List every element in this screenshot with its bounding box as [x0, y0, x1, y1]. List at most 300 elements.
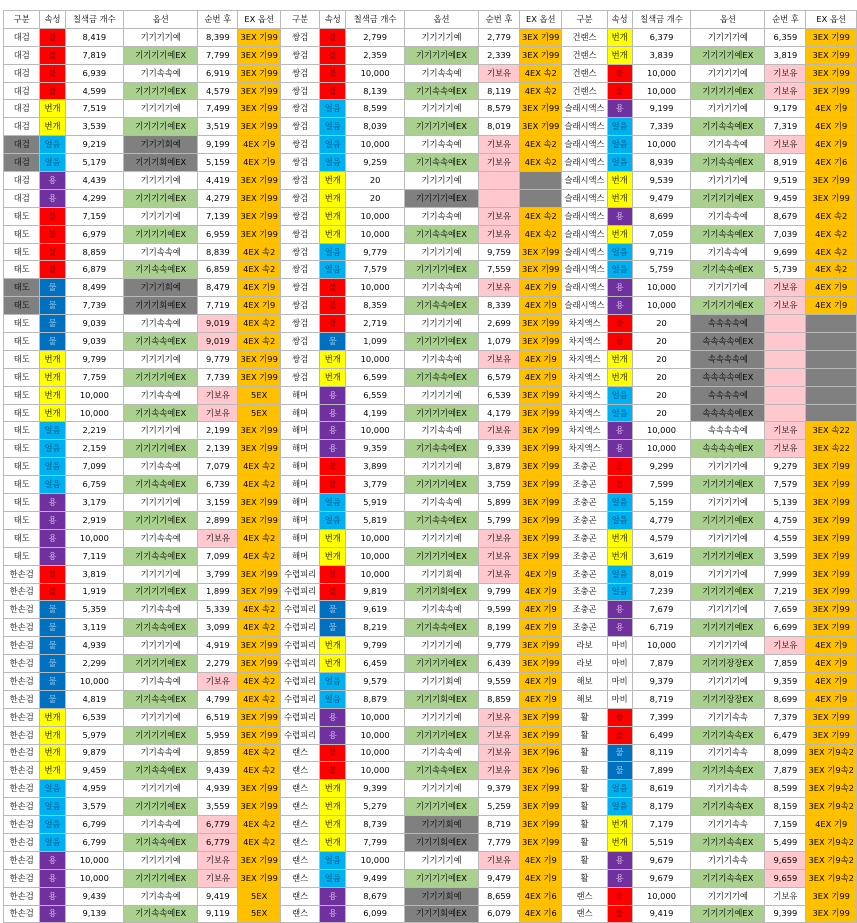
- after-order-cell: 6,699: [765, 619, 806, 637]
- attribute-cell: 번개: [320, 172, 346, 190]
- stone-count: 9,399: [346, 780, 405, 798]
- option-cell: 속속속속예: [691, 422, 765, 440]
- option-cell: 기기기기예EX: [404, 46, 478, 64]
- attribute-cell: 물: [320, 619, 346, 637]
- stone-count: 5,179: [65, 154, 124, 172]
- option-cell: 기기기회예EX: [124, 297, 198, 315]
- ex-option-cell: 3EX 기99: [238, 637, 280, 655]
- stone-count: 20: [632, 368, 691, 386]
- after-order-cell: 7,879: [765, 762, 806, 780]
- option-cell: 기기속속예: [404, 350, 478, 368]
- table-row: [4, 315, 857, 333]
- stone-count: 9,579: [346, 672, 405, 690]
- ex-option-cell: 4EX 속2: [520, 64, 562, 82]
- attribute-cell: 불: [40, 583, 65, 601]
- weapon-category: 쌍검: [280, 154, 319, 172]
- stone-count: 4,819: [65, 690, 124, 708]
- ex-option-cell: 3EX 기99: [520, 798, 562, 816]
- weapon-category: 수렵피리: [280, 672, 319, 690]
- option-cell: 기기속속예: [404, 64, 478, 82]
- attribute-cell: 번개: [40, 100, 65, 118]
- header-stone-count: 칠색금 개수: [632, 11, 691, 29]
- after-order-cell: 9,799: [479, 583, 520, 601]
- stone-count: 20: [346, 172, 405, 190]
- stone-count: 9,479: [632, 189, 691, 207]
- attribute-cell: 불: [40, 261, 65, 279]
- option-cell: 기기속속예: [404, 601, 478, 619]
- attribute-cell: 번개: [320, 547, 346, 565]
- stone-count: 10,000: [632, 440, 691, 458]
- option-cell: 기기속속예: [124, 315, 198, 333]
- stone-count: 5,159: [632, 494, 691, 512]
- weapon-category: 태도: [4, 547, 40, 565]
- weapon-category: 대검: [4, 82, 40, 100]
- option-cell: 기기기기예EX: [124, 726, 198, 744]
- ex-option-cell: 3EX 기99: [238, 565, 280, 583]
- weapon-category: 한손검: [4, 655, 40, 673]
- attribute-cell: 번개: [607, 816, 632, 834]
- ex-option-cell: 3EX 기99: [520, 386, 562, 404]
- ex-option-cell: 3EX 기99: [238, 726, 280, 744]
- after-order-cell: 6,579: [479, 368, 520, 386]
- stone-count: 9,359: [346, 440, 405, 458]
- option-cell: 기기기기예EX: [124, 46, 198, 64]
- stone-count: 8,679: [346, 887, 405, 905]
- weapon-category: 해머: [280, 494, 319, 512]
- ex-option-cell: 4EX 속2: [238, 261, 280, 279]
- stone-count: 9,459: [65, 762, 124, 780]
- weapon-category: 쌍검: [280, 207, 319, 225]
- ex-option-cell: 3EX 기99: [806, 458, 857, 476]
- ex-option-cell: 3EX 기99: [238, 440, 280, 458]
- after-order-cell: 8,159: [765, 798, 806, 816]
- weapon-category: 조충곤: [562, 601, 607, 619]
- after-order-cell: 8,019: [479, 118, 520, 136]
- ex-option-cell: 3EX 기99: [520, 637, 562, 655]
- weapon-category: 활: [562, 869, 607, 887]
- ex-option-cell: 4EX 기9: [520, 619, 562, 637]
- ex-option-cell: 4EX 기9: [238, 297, 280, 315]
- weapon-category: 태도: [4, 297, 40, 315]
- weapon-category: 활: [562, 851, 607, 869]
- option-cell: 기기기기예EX: [691, 46, 765, 64]
- after-order-cell: 4,419: [198, 172, 238, 190]
- attribute-cell: 마비: [607, 655, 632, 673]
- stone-count: 10,000: [65, 404, 124, 422]
- stone-count: 10,000: [346, 225, 405, 243]
- attribute-cell: 번개: [40, 726, 65, 744]
- option-cell: 기기기기예EX: [691, 583, 765, 601]
- option-cell: 속속속속예EX: [691, 440, 765, 458]
- after-order-cell: 9,359: [765, 672, 806, 690]
- ex-option-cell: 4EX 기9: [520, 672, 562, 690]
- attribute-cell: 번개: [320, 637, 346, 655]
- ex-option-cell: 3EX 기99: [238, 172, 280, 190]
- attribute-cell: 불: [320, 476, 346, 494]
- ex-option-cell: [806, 350, 857, 368]
- option-cell: 속속속속예: [691, 315, 765, 333]
- attribute-cell: 불: [607, 64, 632, 82]
- stone-count: 4,439: [65, 172, 124, 190]
- after-order-cell: 8,719: [479, 816, 520, 834]
- stone-count: 10,000: [65, 672, 124, 690]
- ex-option-cell: 4EX 속2: [806, 243, 857, 261]
- attribute-cell: 불: [607, 708, 632, 726]
- attribute-cell: 불: [607, 82, 632, 100]
- after-order-cell: 9,479: [479, 869, 520, 887]
- weapon-category: 쌍검: [280, 172, 319, 190]
- ex-option-cell: 3EX 기99: [520, 511, 562, 529]
- table-row: [4, 189, 857, 207]
- after-order-cell: 기보유: [479, 350, 520, 368]
- table-row: [4, 82, 857, 100]
- ex-option-cell: 4EX 기9: [520, 279, 562, 297]
- weapon-category: 해머: [280, 404, 319, 422]
- attribute-cell: 얼음: [40, 136, 65, 154]
- option-cell: 기기속속예EX: [124, 404, 198, 422]
- after-order-cell: 기보유: [479, 726, 520, 744]
- attribute-cell: 불: [320, 744, 346, 762]
- weapon-category: 대검: [4, 64, 40, 82]
- option-cell: 기기기회예: [124, 136, 198, 154]
- option-cell: 기기기기예EX: [404, 189, 478, 207]
- weapon-category: 수렵피리: [280, 690, 319, 708]
- ex-option-cell: 4EX 속2: [520, 136, 562, 154]
- ex-option-cell: 4EX 속2: [238, 816, 280, 834]
- option-cell: 기기기속속: [691, 780, 765, 798]
- after-order-cell: 8,099: [765, 744, 806, 762]
- stone-count: 9,259: [346, 154, 405, 172]
- table-row: [4, 637, 857, 655]
- header-option: 옵션: [404, 11, 478, 29]
- option-cell: 기기기속속: [691, 708, 765, 726]
- weapon-category: 쌍검: [280, 64, 319, 82]
- stone-count: 10,000: [346, 708, 405, 726]
- weapon-category: 차지액스: [562, 315, 607, 333]
- stone-count: 7,759: [65, 368, 124, 386]
- after-order-cell: 5,799: [479, 511, 520, 529]
- ex-option-cell: 3EX 기9속2: [806, 869, 857, 887]
- attribute-cell: 용: [320, 386, 346, 404]
- stone-count: 5,279: [346, 798, 405, 816]
- ex-option-cell: 3EX 기99: [238, 368, 280, 386]
- stone-count: 9,419: [632, 905, 691, 923]
- attribute-cell: 번개: [40, 708, 65, 726]
- option-cell: 기기속속예EX: [404, 619, 478, 637]
- option-cell: 기기기회예: [404, 565, 478, 583]
- after-order-cell: 기보유: [198, 672, 238, 690]
- attribute-cell: 얼음: [320, 494, 346, 512]
- attribute-cell: 불: [320, 279, 346, 297]
- option-cell: 기기속속예EX: [124, 547, 198, 565]
- option-cell: 기기기기예: [404, 851, 478, 869]
- stone-count: 10,000: [346, 547, 405, 565]
- weapon-category: 활: [562, 833, 607, 851]
- ex-option-cell: 3EX 기99: [238, 511, 280, 529]
- ex-option-cell: 3EX 기9속2: [806, 833, 857, 851]
- attribute-cell: 용: [320, 905, 346, 923]
- header-category: 구분: [280, 11, 319, 29]
- stone-count: 10,000: [346, 744, 405, 762]
- stone-count: 20: [632, 404, 691, 422]
- stone-count: 6,379: [632, 28, 691, 46]
- weapon-category: 활: [562, 726, 607, 744]
- after-order-cell: 2,139: [198, 440, 238, 458]
- after-order-cell: [765, 386, 806, 404]
- ex-option-cell: 4EX 속2: [520, 154, 562, 172]
- ex-option-cell: 4EX 기9: [806, 136, 857, 154]
- ex-option-cell: 3EX 기99: [238, 583, 280, 601]
- weapon-category: 랜스: [280, 798, 319, 816]
- after-order-cell: 기보유: [479, 529, 520, 547]
- table-row: [4, 816, 857, 834]
- weapon-category: 슬래시액스: [562, 154, 607, 172]
- stone-count: 8,859: [65, 243, 124, 261]
- weapon-category: 건랜스: [562, 64, 607, 82]
- option-cell: 기기기속속EX: [691, 833, 765, 851]
- option-cell: 속속속속예: [691, 386, 765, 404]
- stone-count: 8,879: [346, 690, 405, 708]
- weapon-category: 건랜스: [562, 46, 607, 64]
- ex-option-cell: 4EX 속2: [806, 225, 857, 243]
- after-order-cell: 8,199: [479, 619, 520, 637]
- option-cell: 기기속속예: [124, 529, 198, 547]
- table-row: [4, 404, 857, 422]
- option-cell: 기기기기예: [691, 565, 765, 583]
- ex-option-cell: 4EX 기9: [520, 601, 562, 619]
- table-row: [4, 762, 857, 780]
- attribute-cell: 얼음: [320, 100, 346, 118]
- attribute-cell: 번개: [607, 225, 632, 243]
- table-row: [4, 118, 857, 136]
- table-row: [4, 207, 857, 225]
- stone-count: 3,839: [632, 46, 691, 64]
- after-order-cell: 3,819: [765, 46, 806, 64]
- stone-count: 8,359: [346, 297, 405, 315]
- stone-count: 10,000: [346, 762, 405, 780]
- ex-option-cell: 3EX 기99: [520, 547, 562, 565]
- ex-option-cell: 3EX 기99: [806, 82, 857, 100]
- option-cell: 기기기기예EX: [124, 189, 198, 207]
- table-row: [4, 333, 857, 351]
- attribute-cell: 얼음: [607, 261, 632, 279]
- after-order-cell: 기보유: [479, 422, 520, 440]
- table-row: [4, 494, 857, 512]
- weapon-category: 대검: [4, 28, 40, 46]
- after-order-cell: 3,519: [198, 118, 238, 136]
- ex-option-cell: 4EX 기9: [520, 851, 562, 869]
- after-order-cell: 기보유: [198, 869, 238, 887]
- stone-count: 9,799: [346, 637, 405, 655]
- weapon-category: 태도: [4, 279, 40, 297]
- weapon-category: 수렵피리: [280, 637, 319, 655]
- ex-option-cell: 3EX 기99: [238, 100, 280, 118]
- ex-option-cell: 5EX: [238, 386, 280, 404]
- attribute-cell: 불: [320, 28, 346, 46]
- after-order-cell: 3,099: [198, 619, 238, 637]
- option-cell: 기기기기예: [124, 708, 198, 726]
- ex-option-cell: 4EX 기9: [238, 154, 280, 172]
- attribute-cell: 번개: [607, 368, 632, 386]
- after-order-cell: 기보유: [479, 154, 520, 172]
- attribute-cell: 번개: [607, 547, 632, 565]
- header-stone-count: 칠색금 개수: [65, 11, 124, 29]
- after-order-cell: 9,519: [765, 172, 806, 190]
- option-cell: 기기속속예: [124, 386, 198, 404]
- after-order-cell: [479, 189, 520, 207]
- after-order-cell: 8,479: [198, 279, 238, 297]
- ex-option-cell: 4EX 기9: [520, 368, 562, 386]
- stone-count: 2,159: [65, 440, 124, 458]
- weapon-category: 랜스: [280, 780, 319, 798]
- after-order-cell: 9,459: [765, 189, 806, 207]
- stone-count: 9,439: [65, 887, 124, 905]
- option-cell: 기기기기예: [404, 315, 478, 333]
- header-category: 구분: [562, 11, 607, 29]
- attribute-cell: 물: [40, 672, 65, 690]
- ex-option-cell: 4EX 기9: [520, 690, 562, 708]
- weapon-category: 슬래시액스: [562, 189, 607, 207]
- weapon-category: 랜스: [280, 816, 319, 834]
- table-row: [4, 46, 857, 64]
- ex-option-cell: 3EX 기99: [806, 547, 857, 565]
- ex-option-cell: 4EX 속2: [238, 333, 280, 351]
- stone-count: 9,219: [65, 136, 124, 154]
- ex-option-cell: 4EX 속2: [238, 476, 280, 494]
- weapon-category: 해머: [280, 476, 319, 494]
- attribute-cell: 얼음: [607, 404, 632, 422]
- ex-option-cell: 3EX 기99: [238, 350, 280, 368]
- attribute-cell: 불: [40, 207, 65, 225]
- weapon-category: 건랜스: [562, 28, 607, 46]
- weapon-category: 랜스: [280, 869, 319, 887]
- attribute-cell: 용: [40, 172, 65, 190]
- after-order-cell: [765, 315, 806, 333]
- after-order-cell: 기보유: [479, 547, 520, 565]
- attribute-cell: 용: [607, 297, 632, 315]
- ex-option-cell: 3EX 기99: [806, 28, 857, 46]
- after-order-cell: 8,659: [479, 887, 520, 905]
- attribute-cell: 번개: [320, 225, 346, 243]
- option-cell: 기기속속예EX: [404, 511, 478, 529]
- stone-count: 2,219: [65, 422, 124, 440]
- option-cell: 기기기기예: [691, 64, 765, 82]
- weapon-category: 조충곤: [562, 565, 607, 583]
- after-order-cell: 8,679: [765, 207, 806, 225]
- table-row: [4, 780, 857, 798]
- weapon-category: 쌍검: [280, 261, 319, 279]
- weapon-category: 활: [562, 816, 607, 834]
- ex-option-cell: 3EX 기99: [806, 189, 857, 207]
- header-after-order: 순번 후: [479, 11, 520, 29]
- ex-option-cell: 4EX 속2: [238, 547, 280, 565]
- option-cell: 기기기기예: [691, 637, 765, 655]
- after-order-cell: 9,759: [479, 243, 520, 261]
- after-order-cell: 7,779: [479, 833, 520, 851]
- ex-option-cell: 3EX 기99: [238, 64, 280, 82]
- ex-option-cell: 3EX 기99: [238, 207, 280, 225]
- option-cell: 기기기기예EX: [404, 798, 478, 816]
- ex-option-cell: 4EX 기6: [520, 887, 562, 905]
- attribute-cell: 불: [320, 82, 346, 100]
- after-order-cell: 7,039: [765, 225, 806, 243]
- stone-count: 8,019: [632, 565, 691, 583]
- stone-count: 2,359: [346, 46, 405, 64]
- attribute-cell: 불: [607, 905, 632, 923]
- option-cell: 기기기기예: [691, 529, 765, 547]
- table-row: [4, 672, 857, 690]
- header-option: 옵션: [691, 11, 765, 29]
- stone-count: 5,819: [346, 511, 405, 529]
- ex-option-cell: 3EX 기99: [520, 529, 562, 547]
- after-order-cell: 6,779: [198, 833, 238, 851]
- ex-option-cell: 3EX 기9속2: [806, 798, 857, 816]
- weapon-category: 해보: [562, 690, 607, 708]
- ex-option-cell: 3EX 기99: [806, 583, 857, 601]
- ex-option-cell: 4EX 속2: [238, 833, 280, 851]
- option-cell: 기기속속예EX: [404, 154, 478, 172]
- weapon-category: 태도: [4, 494, 40, 512]
- option-cell: 기기기기예EX: [404, 118, 478, 136]
- weapon-category: 차지액스: [562, 368, 607, 386]
- weapon-category: 한손검: [4, 637, 40, 655]
- option-cell: 기기속속예EX: [124, 476, 198, 494]
- after-order-cell: 4,579: [198, 82, 238, 100]
- table-row: [4, 690, 857, 708]
- attribute-cell: 얼음: [320, 672, 346, 690]
- stone-count: 7,099: [65, 458, 124, 476]
- after-order-cell: 7,219: [765, 583, 806, 601]
- stone-count: 9,619: [346, 601, 405, 619]
- after-order-cell: 7,079: [198, 458, 238, 476]
- ex-option-cell: 3EX 기99: [520, 28, 562, 46]
- after-order-cell: 8,339: [479, 297, 520, 315]
- stone-count: 8,499: [65, 279, 124, 297]
- ex-option-cell: 4EX 속2: [238, 243, 280, 261]
- attribute-cell: 물: [40, 297, 65, 315]
- stone-count: 10,000: [65, 851, 124, 869]
- after-order-cell: 9,019: [198, 333, 238, 351]
- stone-count: 7,339: [632, 118, 691, 136]
- table-row: [4, 368, 857, 386]
- attribute-cell: 불: [40, 565, 65, 583]
- weapon-category: 쌍검: [280, 189, 319, 207]
- attribute-cell: 얼음: [320, 690, 346, 708]
- attribute-cell: 용: [40, 547, 65, 565]
- option-cell: 기기기기예: [691, 279, 765, 297]
- option-cell: 기기속속예EX: [404, 297, 478, 315]
- after-order-cell: 9,019: [198, 315, 238, 333]
- stone-count: 5,919: [346, 494, 405, 512]
- attribute-cell: 용: [607, 279, 632, 297]
- stone-count: 10,000: [346, 64, 405, 82]
- stone-count: 9,539: [632, 172, 691, 190]
- weapon-category: 해머: [280, 386, 319, 404]
- weapon-category: 수렵피리: [280, 619, 319, 637]
- attribute-cell: 번개: [320, 798, 346, 816]
- stone-count: 9,879: [65, 744, 124, 762]
- after-order-cell: 2,899: [198, 511, 238, 529]
- ex-option-cell: 3EX 기99: [520, 494, 562, 512]
- table-row: [4, 64, 857, 82]
- weapon-category: 수렵피리: [280, 655, 319, 673]
- weapon-category: 한손검: [4, 833, 40, 851]
- after-order-cell: 기보유: [479, 708, 520, 726]
- table-row: [4, 28, 857, 46]
- ex-option-cell: 3EX 기99: [238, 82, 280, 100]
- option-cell: 기기기기예: [404, 386, 478, 404]
- stone-count: 10,000: [632, 279, 691, 297]
